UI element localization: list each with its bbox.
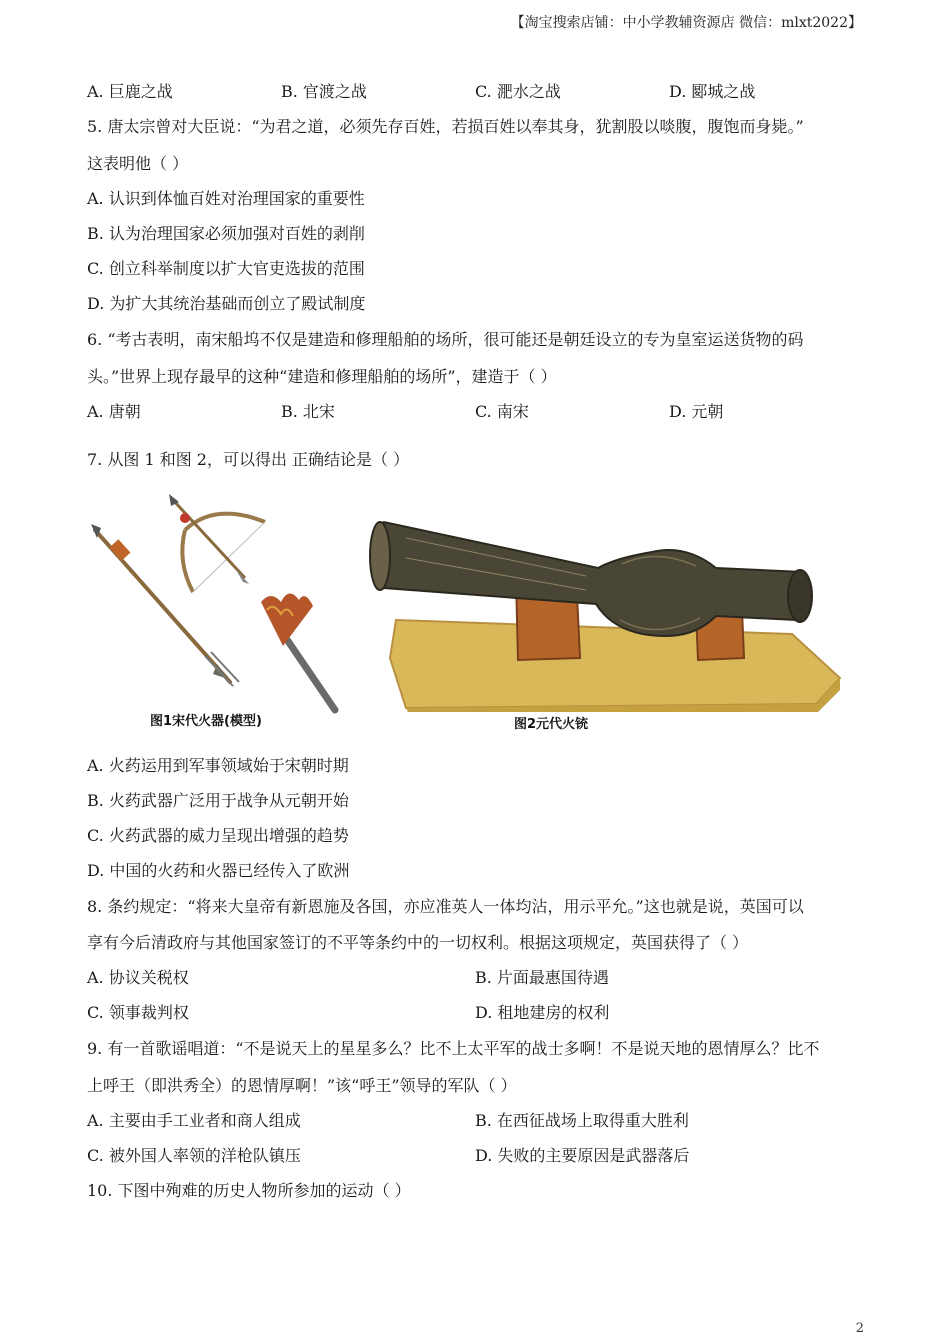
q8-option-a: A. 协议关税权 [87,968,189,987]
q8-stem-line2: 享有今后清政府与其他国家签订的不平等条约中的一切权利。根据这项规定，英国获得了（ ） [87,933,749,952]
q8-option-d: D. 租地建房的权利 [475,1003,610,1022]
q9-option-b: B. 在西征战场上取得重大胜利 [475,1111,689,1130]
q7-option-b: B. 火药武器广泛用于战争从元朝开始 [87,791,349,810]
q8-stem-line1: 8. 条约规定：“将来大皇帝有新恩施及各国，亦应准英人一体均沾，用示平允。”这也就是说，英国可以 [87,897,804,916]
q9-option-a: A. 主要由手工业者和商人组成 [87,1111,301,1130]
q5-option-c: C. 创立科举制度以扩大官吏选拔的范围 [87,259,365,278]
q6-stem-line1: 6. “考古表明，南宋船坞不仅是建造和修理船舶的场所，很可能还是朝廷设立的专为皇室运送货物的码 [87,330,804,349]
q6-option-a: A. 唐朝 [87,402,141,421]
q6-stem-line2: 头。”世界上现存最早的这种“建造和修理船舶的场所”，建造于（ ） [87,367,557,386]
q9-stem-line1: 9. 有一首歌谣唱道：“不是说天上的星星多么？比不上太平军的战士多啊！不是说天地的恩情厚么？比不 [87,1039,820,1058]
fire-arrow-bow-icon [169,494,265,592]
q7-option-c: C. 火药武器的威力呈现出增强的趋势 [87,826,349,845]
q5-stem-line2: 这表明他（ ） [87,154,189,173]
q9-stem-line2: 上呼王（即洪秀全）的恩情厚啊！”该“呼王”领导的军队（ ） [87,1076,517,1095]
q5-option-d: D. 为扩大其统治基础而创立了殿试制度 [87,294,366,313]
figure2-caption: 图2元代火铳 [514,717,589,732]
q5-option-a: A. 认识到体恤百姓对治理国家的重要性 [87,189,365,208]
q4-option-b: B. 官渡之战 [281,82,367,101]
q7-option-a: A. 火药运用到军事领域始于宋朝时期 [87,756,349,775]
figure2-yuan-fire-tube [366,508,842,712]
page-number: 2 [855,1321,864,1336]
q8-option-b: B. 片面最惠国待遇 [475,968,609,987]
q4-option-d: D. 郾城之战 [669,82,756,101]
figure1-caption: 图1宋代火器(模型) [150,714,262,729]
q7-option-d: D. 中国的火药和火器已经传入了欧洲 [87,861,350,880]
q4-option-c: C. 淝水之战 [475,82,561,101]
q9-option-d: D. 失败的主要原因是武器落后 [475,1146,690,1165]
cannon-icon [370,522,840,712]
q9-option-c: C. 被外国人率领的洋枪队镇压 [87,1146,301,1165]
q6-option-d: D. 元朝 [669,402,724,421]
q8-option-c: C. 领事裁判权 [87,1003,189,1022]
q5-stem-line1: 5. 唐太宗曾对大臣说：“为君之道，必须先存百姓，若损百姓以奉其身，犹割股以啖腹，腹饱而身毙。” [87,117,804,136]
q6-option-b: B. 北宋 [281,402,335,421]
fire-stick-icon [261,593,335,710]
q10-stem: 10. 下图中殉难的历史人物所参加的运动（ ） [87,1181,411,1200]
q7-stem: 7. 从图 1 和图 2，可以得出 正确结论是（ ） [87,450,410,469]
q6-option-c: C. 南宋 [475,402,529,421]
page-header: 【淘宝搜索店铺：中小学教辅资源店 微信：mlxt2022】 [510,15,862,31]
q4-option-a: A. 巨鹿之战 [87,82,173,101]
q5-option-b: B. 认为治理国家必须加强对百姓的剥削 [87,224,365,243]
figure1-song-fire-weapons [85,492,355,714]
